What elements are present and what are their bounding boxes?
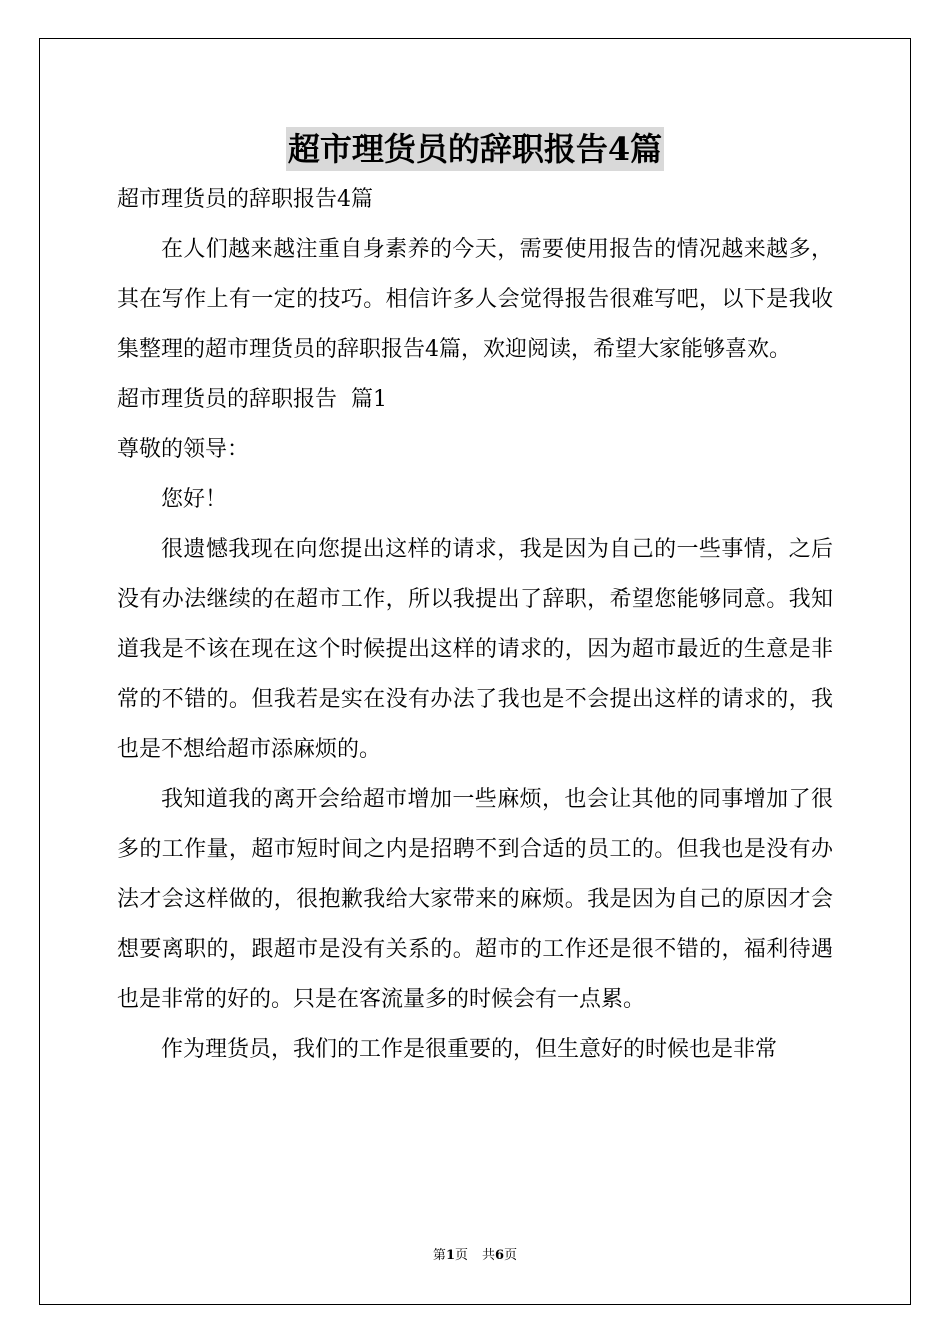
footer-page-mid: 页 [454, 1248, 468, 1263]
greeting: 您好！ [161, 487, 228, 512]
page-footer [0, 1247, 950, 1265]
document-subtitle: 超市理货员的辞职报告4篇 [117, 187, 373, 212]
footer-page-current: 1 [445, 1248, 455, 1263]
body-paragraph-2: 我知道我的离开会给超市增加一些麻烦，也会让其他的同事增加了很多的工作量，超市短时间之内是招聘不到合适的员工的。但我也是没有办法才会这样做的，很抱歉我给大家带来的麻烦。我是因为自己的原因才会想要离职的，跟超市是没有关系的。超市的工作还是很不错的，福利待遇也是非常的好的。只是在客流量多的时候会有一点累。 [117, 787, 833, 1012]
footer-page-total: 6 [495, 1248, 505, 1263]
intro-paragraph: 在人们越来越注重自身素养的今天，需要使用报告的情况越来越多，其在写作上有一定的技巧。相信许多人会觉得报告很难写吧，以下是我收集整理的超市理货员的辞职报告4篇，欢迎阅读，希望大家能够喜欢。 [117, 237, 833, 362]
salutation: 尊敬的领导： [117, 437, 250, 462]
body-paragraph-3: 作为理货员，我们的工作是很重要的，但生意好的时候也是非常 [161, 1037, 778, 1062]
footer-total-prefix: 共 [482, 1248, 496, 1263]
section-heading: 超市理货员的辞职报告 篇1 [117, 387, 387, 412]
document-body [117, 175, 833, 1075]
body-paragraph-1: 很遗憾我现在向您提出这样的请求，我是因为自己的一些事情，之后没有办法继续的在超市工作，所以我提出了辞职，希望您能够同意。我知道我是不该在现在这个时候提出这样的请求的，因为超市最近的生意是非常的不错的。但我若是实在没有办法了我也是不会提出这样的请求的，我也是不想给超市添麻烦的。 [117, 537, 833, 762]
footer-total-suffix: 页 [504, 1248, 518, 1263]
title-container [0, 127, 950, 171]
document-title: 超市理货员的辞职报告4篇 [286, 127, 664, 171]
footer-page-prefix: 第 [432, 1248, 446, 1263]
